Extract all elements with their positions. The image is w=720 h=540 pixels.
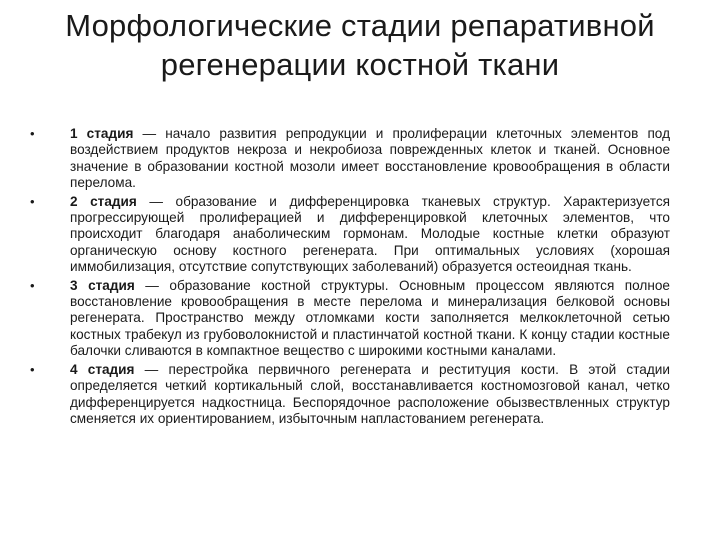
stage-label: 3 стадия — [70, 277, 135, 293]
slide-title: Морфологические стадии репаративной регенерации костной ткани — [65, 8, 655, 82]
bullet-item-stage-4 — [30, 362, 670, 428]
bullet-dot-icon: • — [30, 277, 35, 293]
bullet-dot-icon: • — [30, 361, 35, 377]
bullet-item-stage-2 — [30, 194, 670, 276]
bullet-list — [30, 126, 670, 429]
stage-description: — перестройка первичного регенерата и реституция кости. В этой стадии определяется четкий кортикальный слой, восстанавливается костномозговой канал, четко дифференцируется надкостница. Беспорядочное расположение обызвествленных структур сменяется их ориентированием, избыточным напластованием регенерата. — [70, 361, 670, 426]
stage-label: 2 стадия — [70, 193, 137, 209]
bullet-dot-icon: • — [30, 126, 35, 141]
stage-description: — начало развития репродукции и пролиферации клеточных элементов под воздействием продуктов некроза и некробиоза поврежденных клеток и тканей. Основное значение в образовании костной мозоли имеет восстановление кровообращения в области перелома. — [70, 126, 670, 191]
bullet-dot-icon: • — [30, 193, 35, 209]
bullet-item-stage-3 — [30, 278, 670, 360]
bullet-item-stage-1 — [30, 126, 670, 192]
stage-description: — образование и дифференцировка тканевых структур. Характеризуется прогрессирующей пролиферацией и дифференцировкой клеточных элементов, что происходит благодаря анаболическим гормонам. Молодые костные клетки образуют органическую основу костного регенерата. При оптимальных условиях (хорошая иммобилизация, отсутствие сопутствующих заболеваний) образуется остеоидная ткань. — [70, 193, 670, 275]
stage-description: — образование костной структуры. Основным процессом являются полное восстановление кровообращения в месте перелома и минерализация белковой основы регенерата. Пространство между отломками кости заполняется мелкоклеточной сетью костных трабекул из грубоволокнистой и пластинчатой костной ткани. К концу стадии костные балочки сливаются в компактное вещество с широкими костными каналами. — [70, 277, 670, 359]
stage-label: 4 стадия — [70, 361, 135, 377]
stage-label: 1 стадия — [70, 126, 134, 141]
